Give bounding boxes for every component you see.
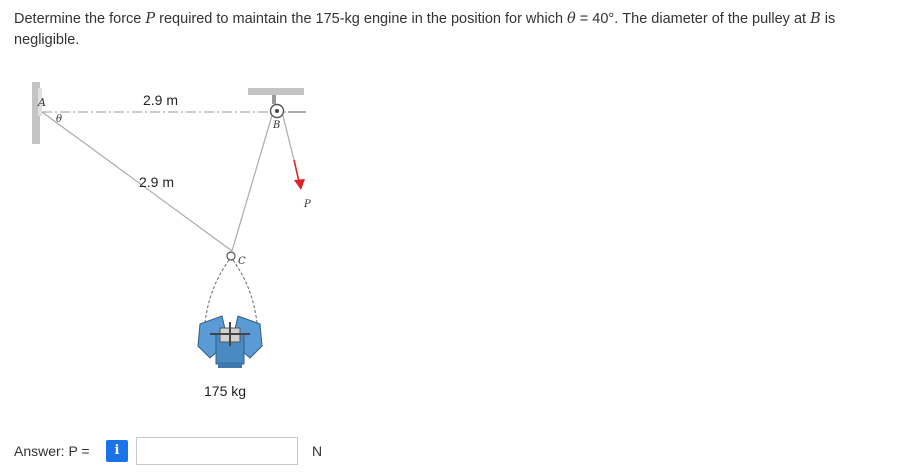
question-part-3: = 40°. The diameter of the pulley at [575,11,811,27]
answer-label: Answer: P = [14,443,90,459]
pulley-bracket [272,95,276,104]
engine-pulley-diagram [30,78,320,418]
answer-input[interactable] [136,437,298,465]
answer-row [14,437,334,467]
ceiling-support [248,88,304,95]
label-c: C [238,256,246,267]
question-text [14,9,904,51]
engine [198,316,262,368]
cable-cb [232,112,273,251]
force-arrowhead [294,179,305,190]
mass-label: 175 kg [204,383,247,399]
pulley-axle [275,109,279,113]
question-part-4: is negligible. [14,11,836,48]
dimension-top: 2.9 m [143,92,179,108]
info-icon[interactable]: i [106,440,128,462]
cable-bp [282,112,294,160]
label-b: B [273,120,281,131]
ring-c [227,252,235,260]
engine-base [218,362,242,368]
question-part-1: Determine the force [14,11,146,27]
force-symbol: P [145,11,156,27]
label-theta: θ [56,114,63,125]
question-part-2: required to maintain the 175-kg engine in the position for which [155,11,568,27]
dimension-diagonal: 2.9 m [139,174,175,190]
cable-ac [42,112,232,251]
angle-symbol: θ [567,11,576,27]
pulley-symbol: B [810,11,821,27]
label-p: P [304,199,311,210]
answer-unit: N [312,443,323,459]
label-a: A [38,96,46,109]
